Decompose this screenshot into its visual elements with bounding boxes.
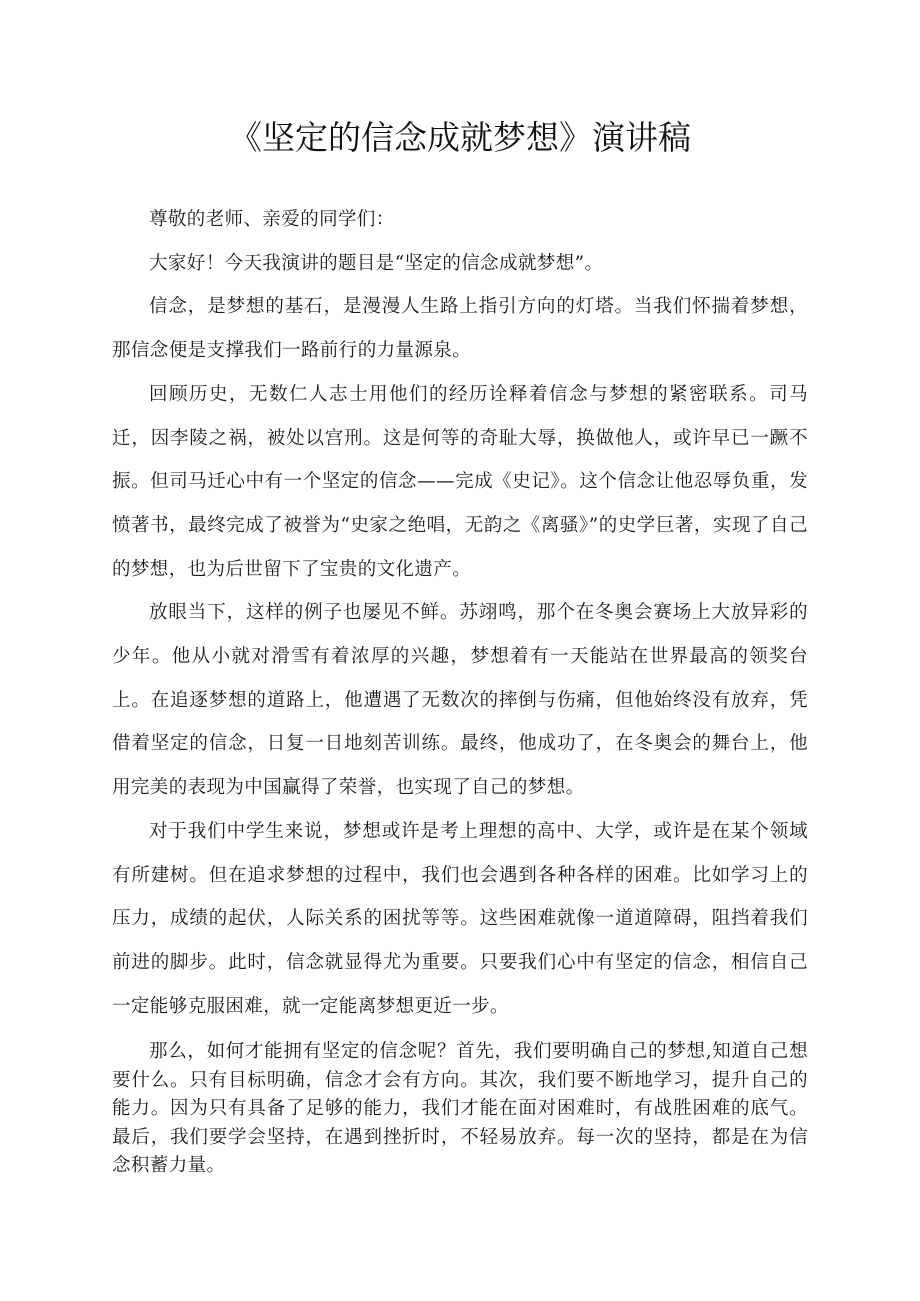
paragraph-greeting: 大家好！今天我演讲的题目是“坚定的信念成就梦想”。	[149, 252, 604, 274]
document-title: 《坚定的信念成就梦想》演讲稿	[229, 118, 691, 157]
paragraph-students: 对于我们中学生来说，梦想或许是考上理想的高中、大学，或许是在某个领域有所建树。但在追求梦想的过程中，我们也会遇到各种各样的困难。比如学习上的压力，成绩的起伏，人际关系的困扰等等。这些困难就像一道道障碍，阻挡着我们前进的脚步。此时，信念就显得尤为重要。只要我们心中有坚定的信念，相信自己一定能够克服困难，就一定能离梦想更近一步。	[112, 820, 808, 1017]
document-body	[112, 198, 808, 1181]
paragraph-belief-intro: 信念，是梦想的基石，是漫漫人生路上指引方向的灯塔。当我们怀揣着梦想，那信念便是支撑我们一路前行的力量源泉。	[112, 296, 808, 362]
paragraph-history-example: 回顾历史，无数仁人志士用他们的经历诠释着信念与梦想的紧密联系。司马迁，因李陵之祸，被处以宫刑。这是何等的奇耻大辱，换做他人，或许早已一蹶不振。但司马迁心中有一个坚定的信念——完成《史记》。这个信念让他忍辱负重，发愤著书，最终完成了被誉为“史家之绝唱，无韵之《离骚》”的史学巨著，实现了自己的梦想，也为后世留下了宝贵的文化遗产。	[112, 383, 808, 580]
paragraph-modern-example: 放眼当下，这样的例子也屡见不鲜。苏翊鸣，那个在冬奥会赛场上大放异彩的少年。他从小就对滑雪有着浓厚的兴趣，梦想着有一天能站在世界最高的领奖台上。在追逐梦想的道路上，他遭遇了无数次的摔倒与伤痛，但他始终没有放弃，凭借着坚定的信念，日复一日地刻苦训练。最终，他成功了，在冬奥会的舞台上，他用完美的表现为中国赢得了荣誉，也实现了自己的梦想。	[112, 602, 808, 799]
paragraph-salutation: 尊敬的老师、亲爱的同学们：	[149, 209, 395, 230]
paragraph-how-to: 那么，如何才能拥有坚定的信念呢？首先，我们要明确自己的梦想,知道自己想要什么。只有目标明确，信念才会有方向。其次，我们要不断地学习，提升自己的能力。因为只有具备了足够的能力，我们才能在面对困难时，有战胜困难的底气。最后，我们要学会坚持，在遇到挫折时，不轻易放弃。每一次的坚持，都是在为信念积蓄力量。	[112, 1041, 808, 1177]
